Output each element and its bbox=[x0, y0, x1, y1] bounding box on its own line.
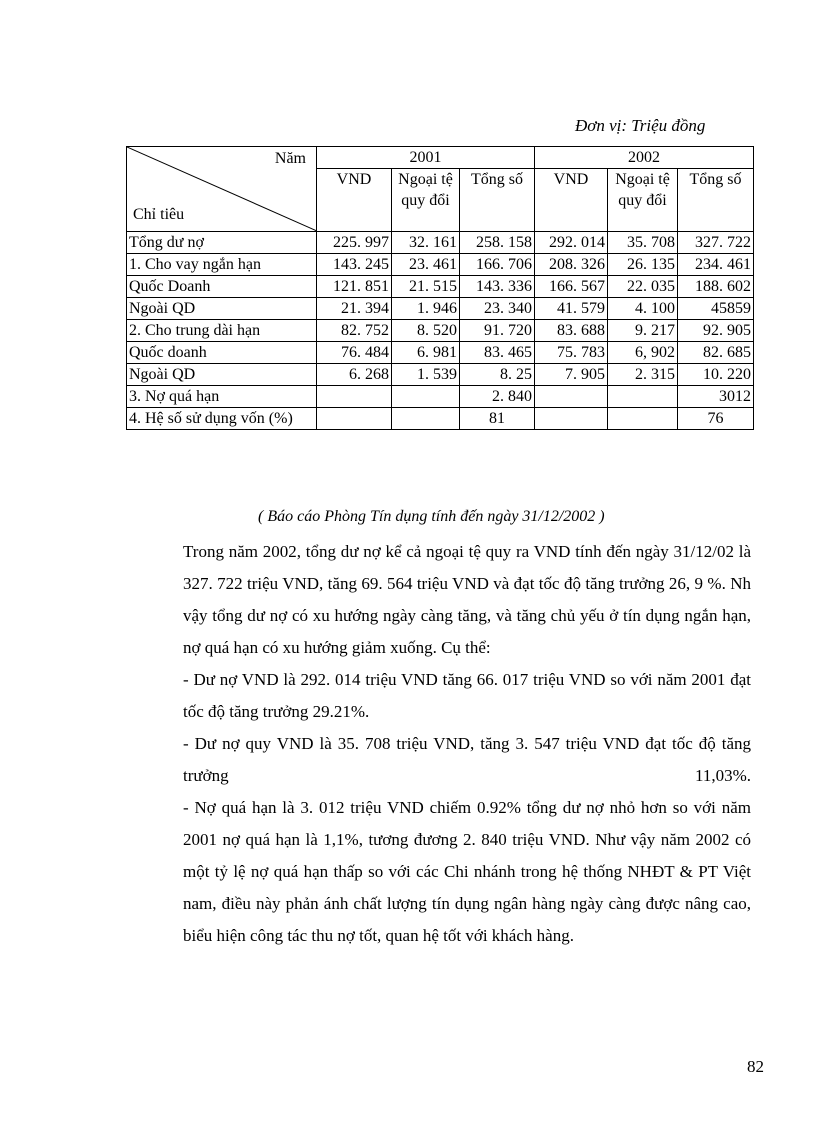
table-corner-cell bbox=[127, 147, 317, 232]
table-cell bbox=[535, 408, 608, 430]
credit-table bbox=[126, 146, 754, 430]
table-cell: 41. 579 bbox=[535, 298, 608, 320]
table-row bbox=[127, 276, 754, 298]
paragraph: - Dư nợ VND là 292. 014 triệu VND tăng 66. 017 triệu VND so với năm 2001 đạt tốc độ tăng trưởng 29.21%. bbox=[183, 670, 751, 721]
table-cell: 292. 014 bbox=[535, 232, 608, 254]
table-cell: 1. 539 bbox=[392, 364, 460, 386]
body-text bbox=[131, 536, 751, 952]
table-cell bbox=[608, 408, 678, 430]
table-cell: 9. 217 bbox=[608, 320, 678, 342]
table-cell: 143. 336 bbox=[460, 276, 535, 298]
paragraph: Trong năm 2002, tổng dư nợ kể cả ngoại tệ quy ra VND tính đến ngày 31/12/02 là 327. 722 triệu VND, tăng 69. 564 triệu VND và đạt tốc độ tăng trưởng 26, 9 %. Nh vậy tổng dư nợ có xu hướng ngày càng tăng, và tăng chủ yếu ở tín dụng ngắn hạn, nợ quá hạn có xu hướng giảm xuống. Cụ thể: bbox=[183, 542, 751, 657]
table-cell: 2. 840 bbox=[460, 386, 535, 408]
table-cell: 327. 722 bbox=[678, 232, 754, 254]
table-cell: 21. 515 bbox=[392, 276, 460, 298]
table-cell bbox=[317, 386, 392, 408]
table-cell bbox=[392, 408, 460, 430]
table-cell: 22. 035 bbox=[608, 276, 678, 298]
subheader-cell: Tổng số bbox=[678, 169, 754, 232]
row-label: Quốc Doanh bbox=[127, 276, 317, 298]
table-row bbox=[127, 364, 754, 386]
table-row bbox=[127, 408, 754, 430]
table-cell: 21. 394 bbox=[317, 298, 392, 320]
table-cell: 83. 465 bbox=[460, 342, 535, 364]
table-cell: 188. 602 bbox=[678, 276, 754, 298]
table-cell bbox=[608, 386, 678, 408]
table-cell: 166. 567 bbox=[535, 276, 608, 298]
table-cell: 225. 997 bbox=[317, 232, 392, 254]
table-cell bbox=[392, 386, 460, 408]
table-cell: 75. 783 bbox=[535, 342, 608, 364]
subheader-cell: VND bbox=[535, 169, 608, 232]
table-cell: 23. 461 bbox=[392, 254, 460, 276]
row-label: 2. Cho trung dài hạn bbox=[127, 320, 317, 342]
corner-year-label: Năm bbox=[274, 150, 306, 167]
unit-label: Đơn vị: Triệu đồng bbox=[575, 116, 706, 135]
table-cell: 6. 268 bbox=[317, 364, 392, 386]
table-cell: 23. 340 bbox=[460, 298, 535, 320]
row-label: Ngoài QD bbox=[127, 364, 317, 386]
table-cell: 91. 720 bbox=[460, 320, 535, 342]
table-cell: 26. 135 bbox=[608, 254, 678, 276]
table-cell: 8. 25 bbox=[460, 364, 535, 386]
table-cell: 35. 708 bbox=[608, 232, 678, 254]
table-cell: 208. 326 bbox=[535, 254, 608, 276]
table-header-row bbox=[127, 147, 754, 169]
table-row bbox=[127, 320, 754, 342]
table-cell bbox=[317, 408, 392, 430]
table-cell: 32. 161 bbox=[392, 232, 460, 254]
table-cell: 92. 905 bbox=[678, 320, 754, 342]
row-label: 4. Hệ số sử dụng vốn (%) bbox=[127, 408, 317, 430]
table-cell: 143. 245 bbox=[317, 254, 392, 276]
table-cell: 81 bbox=[460, 408, 535, 430]
table-cell: 258. 158 bbox=[460, 232, 535, 254]
subheader-cell: Ngoại tệ quy đổi bbox=[608, 169, 678, 232]
table-cell: 82. 685 bbox=[678, 342, 754, 364]
table-row bbox=[127, 232, 754, 254]
paragraph: - Dư nợ quy VND là 35. 708 triệu VND, tăng 3. 547 triệu VND đạt tốc độ tăng trưởng 11,03%. bbox=[183, 734, 751, 785]
table-cell: 121. 851 bbox=[317, 276, 392, 298]
year-header-2001: 2001 bbox=[317, 147, 535, 169]
year-header-2002: 2002 bbox=[535, 147, 754, 169]
subheader-cell: Ngoại tệ quy đổi bbox=[392, 169, 460, 232]
table-cell: 166. 706 bbox=[460, 254, 535, 276]
subheader-cell: VND bbox=[317, 169, 392, 232]
table-cell: 1. 946 bbox=[392, 298, 460, 320]
table-cell: 83. 688 bbox=[535, 320, 608, 342]
table-row bbox=[127, 386, 754, 408]
subheader-cell: Tổng số bbox=[460, 169, 535, 232]
table-cell: 7. 905 bbox=[535, 364, 608, 386]
row-label: 3. Nợ quá hạn bbox=[127, 386, 317, 408]
table-cell: 234. 461 bbox=[678, 254, 754, 276]
corner-item-label: Chỉ tiêu bbox=[133, 206, 185, 223]
table-cell: 10. 220 bbox=[678, 364, 754, 386]
table-cell: 2. 315 bbox=[608, 364, 678, 386]
table-row bbox=[127, 342, 754, 364]
table-cell: 3012 bbox=[678, 386, 754, 408]
row-label: Ngoài QD bbox=[127, 298, 317, 320]
table-row bbox=[127, 298, 754, 320]
table-cell: 8. 520 bbox=[392, 320, 460, 342]
table-cell: 45859 bbox=[678, 298, 754, 320]
page-number: 82 bbox=[747, 1057, 764, 1076]
table-cell: 6. 981 bbox=[392, 342, 460, 364]
table-cell: 82. 752 bbox=[317, 320, 392, 342]
table-cell: 76 bbox=[678, 408, 754, 430]
table-cell: 4. 100 bbox=[608, 298, 678, 320]
table-row bbox=[127, 254, 754, 276]
table-cell: 76. 484 bbox=[317, 342, 392, 364]
paragraph: - Nợ quá hạn là 3. 012 triệu VND chiếm 0.92% tổng dư nợ nhỏ hơn so với năm 2001 nợ quá hạn là 1,1%, tương đương 2. 840 triệu VND. Như vậy năm 2002 có một tỷ lệ nợ quá hạn thấp so với các Chi nhánh trong hệ thống NHĐT & PT Việt nam, điều này phản ánh chất lượng tín dụng ngân hàng ngày càng được nâng cao, biểu hiện công tác thu nợ tốt, quan hệ tốt với khách hàng. bbox=[183, 798, 751, 945]
row-label: Tổng dư nợ bbox=[127, 232, 317, 254]
row-label: 1. Cho vay ngắn hạn bbox=[127, 254, 317, 276]
table-cell: 6, 902 bbox=[608, 342, 678, 364]
table-cell bbox=[535, 386, 608, 408]
row-label: Quốc doanh bbox=[127, 342, 317, 364]
source-note: ( Báo cáo Phòng Tín dụng tính đến ngày 31/12/2002 ) bbox=[258, 508, 605, 525]
